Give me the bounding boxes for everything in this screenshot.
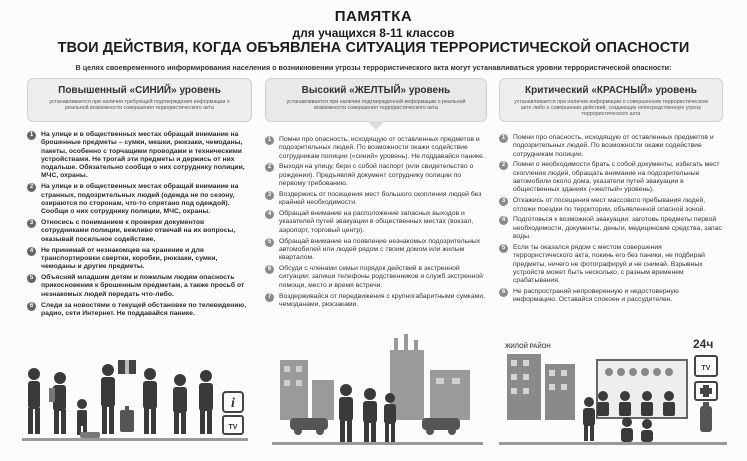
- item-number: 4: [499, 216, 508, 225]
- item-number: 3: [265, 191, 274, 200]
- level-yellow-box: [265, 78, 487, 122]
- water-bottle-icon: [700, 406, 712, 432]
- level-blue-box: [27, 78, 252, 122]
- item-number: 5: [27, 274, 36, 283]
- list-item: 4 Подготовься к возможной эвакуации: заготовь предметы первой необходимости, документы, деньги, медицинские средства, запас воды.: [499, 216, 723, 241]
- level-blue-title: Повышенный «СИНИЙ» уровень: [58, 85, 221, 96]
- list-item: 3 Относись с пониманием к проверке документов сотрудниками полиции, вежливо отвечай на их вопросы, оказывай посильное содействие.: [27, 219, 252, 244]
- list-item: 1 Помни про опасность, исходящую от оставленных предметов и подозрительных людей. По возможности окажи содействие сотрудникам полиции («синий» уровень). Не поддавайся панике.: [265, 136, 487, 161]
- list-item: 3 Откажись от посещения мест массового пребывания людей, отложи поездки по территории, объявленной опасной зоной.: [499, 197, 723, 214]
- svg-text:TV: TV: [228, 424, 238, 431]
- list-item: 7 Воздерживайся от передвижения с крупногабаритными сумками, чемоданами, рюкзаками.: [265, 293, 487, 310]
- item-number: 2: [27, 183, 36, 192]
- list-item: 4 Обращай внимание на расположение запасных выходов и указателей путей эвакуации в общественных местах (вокзал, аэропорт, торговый центр).: [265, 210, 487, 235]
- list-item: 6 Не распространяй непроверенную и недостоверную информацию. Оставайся спокоен и рассудителен.: [499, 288, 723, 305]
- item-number: 3: [27, 219, 36, 228]
- memo-title: ПАМЯТКА: [334, 8, 413, 25]
- svg-text:i: i: [231, 396, 235, 411]
- list-item: 1 На улице и в общественных местах обращай внимание на брошенные предметы – сумки, мешки, рюкзаки, чемоданы, пакеты, особенно с торчащими проводами и техническими устройствами. Не трогай эти предметы и держись от них подальше. Обязательно сообщи о них сотруднику полиции, МЧС, охраны.: [27, 131, 252, 181]
- level-red-list: [499, 134, 723, 305]
- item-number: 2: [499, 161, 508, 170]
- list-item: 5 Обращай внимание на появление незнакомых подозрительных автомобилей или людей рядом с твоим домом или жилым кварталом.: [265, 238, 487, 263]
- level-red-box: [499, 78, 723, 122]
- hours-label: 24ч: [693, 337, 714, 351]
- list-item: 4 Не принимай от незнакомцев на хранение и для транспортировки свертки, коробки, рюкзаки, сумки, чемоданы и другие предметы.: [27, 247, 252, 272]
- memo-subtitle: для учащихся 8-11 классов: [292, 26, 455, 40]
- list-item: 2 Помни о необходимости брать с собой документы, избегать мест скопления людей, обращать внимание на подозрительные автомобили около дома, указатели путей эвакуации в общественных зданиях («желтый» уровень).: [499, 161, 723, 194]
- list-item: 6 Обсуди с членами семьи порядок действий в экстренной ситуации: запиши телефоны родственников и служб экстренной помощи, место и время встречи.: [265, 265, 487, 290]
- svg-text:TV: TV: [701, 365, 711, 372]
- item-number: 1: [27, 131, 36, 140]
- level-yellow-title: Высокий «ЖЕЛТЫЙ» уровень: [301, 85, 451, 96]
- crowd-illustration: [20, 352, 250, 452]
- level-blue-list: [27, 131, 252, 318]
- level-red-column: [499, 78, 723, 307]
- item-number: 4: [265, 210, 274, 219]
- list-item: 3 Воздержись от посещения мест большого скопления людей без крайней необходимости.: [265, 191, 487, 208]
- item-number: 4: [27, 247, 36, 256]
- item-number: 6: [265, 265, 274, 274]
- item-number: 7: [265, 293, 274, 302]
- list-item: 1 Помни про опасность, исходящую от оставленных предметов и подозрительных людей. По возможности окажи содействие сотрудникам полиции.: [499, 134, 723, 159]
- level-yellow-list: [265, 136, 487, 309]
- list-item: 5 Объясняй младшим детям и пожилым людям опасность прикосновения к брошенным предметам, а также просьб от незнакомых людей передать что-либо.: [27, 274, 252, 299]
- level-yellow-description: устанавливается при наличии подтвержденной информации о реальной возможности совершения террористического акта: [286, 99, 466, 112]
- item-number: 2: [265, 163, 274, 172]
- item-number: 1: [265, 136, 274, 145]
- list-item: 5 Если ты оказался рядом с местом совершения террористического акта, покинь его без паники, не подбирай предметы, ничего не фотографируй и не снимай. Взрывных устройств может быть несколько, с разным временем срабатывания.: [499, 244, 723, 285]
- level-red-description: устанавливается при наличии информации о совершенном террористическом акте либо о совершении действий, создающих непосредственную угрозу террористического акта: [514, 99, 708, 118]
- item-number: 6: [499, 288, 508, 297]
- item-number: 5: [265, 238, 274, 247]
- level-blue-description: устанавливается при наличии требующей подтверждения информации о реальной возможности совершения террористического акта: [49, 99, 230, 112]
- level-blue-column: [27, 78, 252, 321]
- item-number: 6: [27, 302, 36, 311]
- residential-illustration: [497, 330, 729, 452]
- item-number: 3: [499, 197, 508, 206]
- level-red-title: Критический «КРАСНЫЙ» уровень: [525, 85, 697, 96]
- item-number: 1: [499, 134, 508, 143]
- list-item: 2 На улице и в общественных местах обращай внимание на странных, подозрительных людей (одежда не по сезону, озираются по сторонам, что-то спрятано под одеждой). Сообщи о них сотруднику полиции, МЧС, охраны.: [27, 183, 252, 216]
- residential-zone-label: ЖИЛОЙ РАЙОН: [505, 344, 551, 350]
- list-item: 6 Следи за новостями о текущей обстановке по телевидению, радио, сети Интернет. Не поддавайся панике.: [27, 302, 252, 319]
- memo-intro: В целях своевременного информирования населения о возникновении угрозы террористического акта могут устанавливаться уровни террористической опасности:: [75, 63, 672, 72]
- city-illustration: [270, 330, 485, 452]
- item-number: 5: [499, 244, 508, 253]
- level-yellow-column: [265, 78, 487, 312]
- memo-headline: ТВОИ ДЕЙСТВИЯ, КОГДА ОБЪЯВЛЕНА СИТУАЦИЯ ТЕРРОРИСТИЧЕСКОЙ ОПАСНОСТИ: [57, 40, 690, 56]
- list-item: 2 Выходя на улицу, бери с собой паспорт (или свидетельство о рождении). Предъявляй документ сотруднику полиции по первому требованию.: [265, 163, 487, 188]
